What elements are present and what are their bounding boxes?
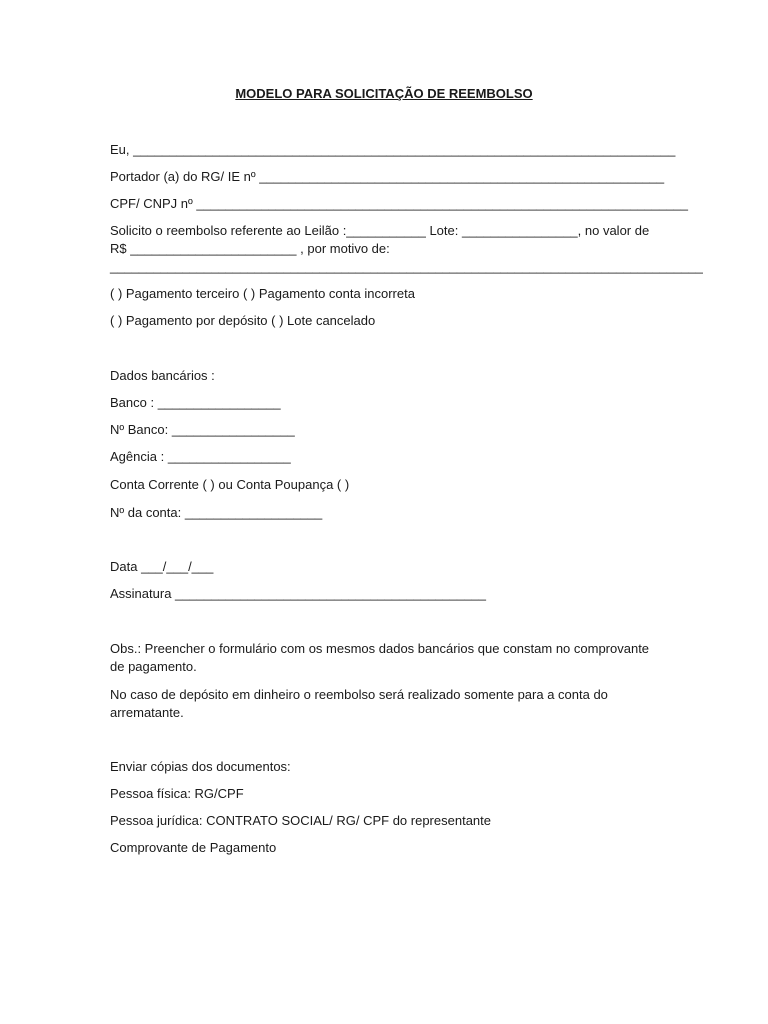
- bank-number-field: Nº Banco: _________________: [110, 422, 295, 437]
- rg-field-line: Portador (a) do RG/ IE nº ________________________________________________________: [110, 169, 665, 184]
- account-type-field: Conta Corrente ( ) ou Conta Poupança ( ): [110, 477, 350, 492]
- bank-field: Banco : _________________: [110, 395, 281, 410]
- date-field: Data ___/___/___: [110, 559, 214, 574]
- agency-field: Agência : _________________: [110, 449, 291, 464]
- reason-options-row-2: ( ) Pagamento por depósito ( ) Lote cancelado: [110, 313, 376, 328]
- reason-line: __________________________________________________________________________________: [110, 259, 703, 274]
- cpf-field-line: CPF/ CNPJ nº ____________________________________________________________________: [110, 196, 689, 211]
- name-field-line: Eu, ___________________________________________________________________________: [110, 142, 676, 157]
- documents-individual: Pessoa física: RG/CPF: [110, 786, 244, 801]
- documents-payment-proof: Comprovante de Pagamento: [110, 840, 277, 855]
- account-number-field: Nº da conta: ___________________: [110, 505, 323, 520]
- obs-line-1: Obs.: Preencher o formulário com os mesmos dados bancários que constam no comprovante: [110, 641, 650, 656]
- refund-value-line: R$ _______________________ , por motivo de:: [110, 241, 390, 256]
- documents-heading: Enviar cópias dos documentos:: [110, 759, 291, 774]
- obs-line-2: de pagamento.: [110, 659, 197, 674]
- document-title: MODELO PARA SOLICITAÇÃO DE REEMBOLSO: [235, 86, 533, 101]
- obs-line-3: No caso de depósito em dinheiro o reembolso será realizado somente para a conta do: [110, 687, 608, 702]
- documents-company: Pessoa jurídica: CONTRATO SOCIAL/ RG/ CPF do representante: [110, 813, 491, 828]
- reason-options-row-1: ( ) Pagamento terceiro ( ) Pagamento conta incorreta: [110, 286, 415, 301]
- bank-data-heading: Dados bancários :: [110, 368, 215, 383]
- refund-request-line: Solicito o reembolso referente ao Leilão :___________ Lote: ________________, no valor de: [110, 223, 650, 238]
- obs-line-4: arrematante.: [110, 705, 184, 720]
- signature-field: Assinatura ___________________________________________: [110, 586, 486, 601]
